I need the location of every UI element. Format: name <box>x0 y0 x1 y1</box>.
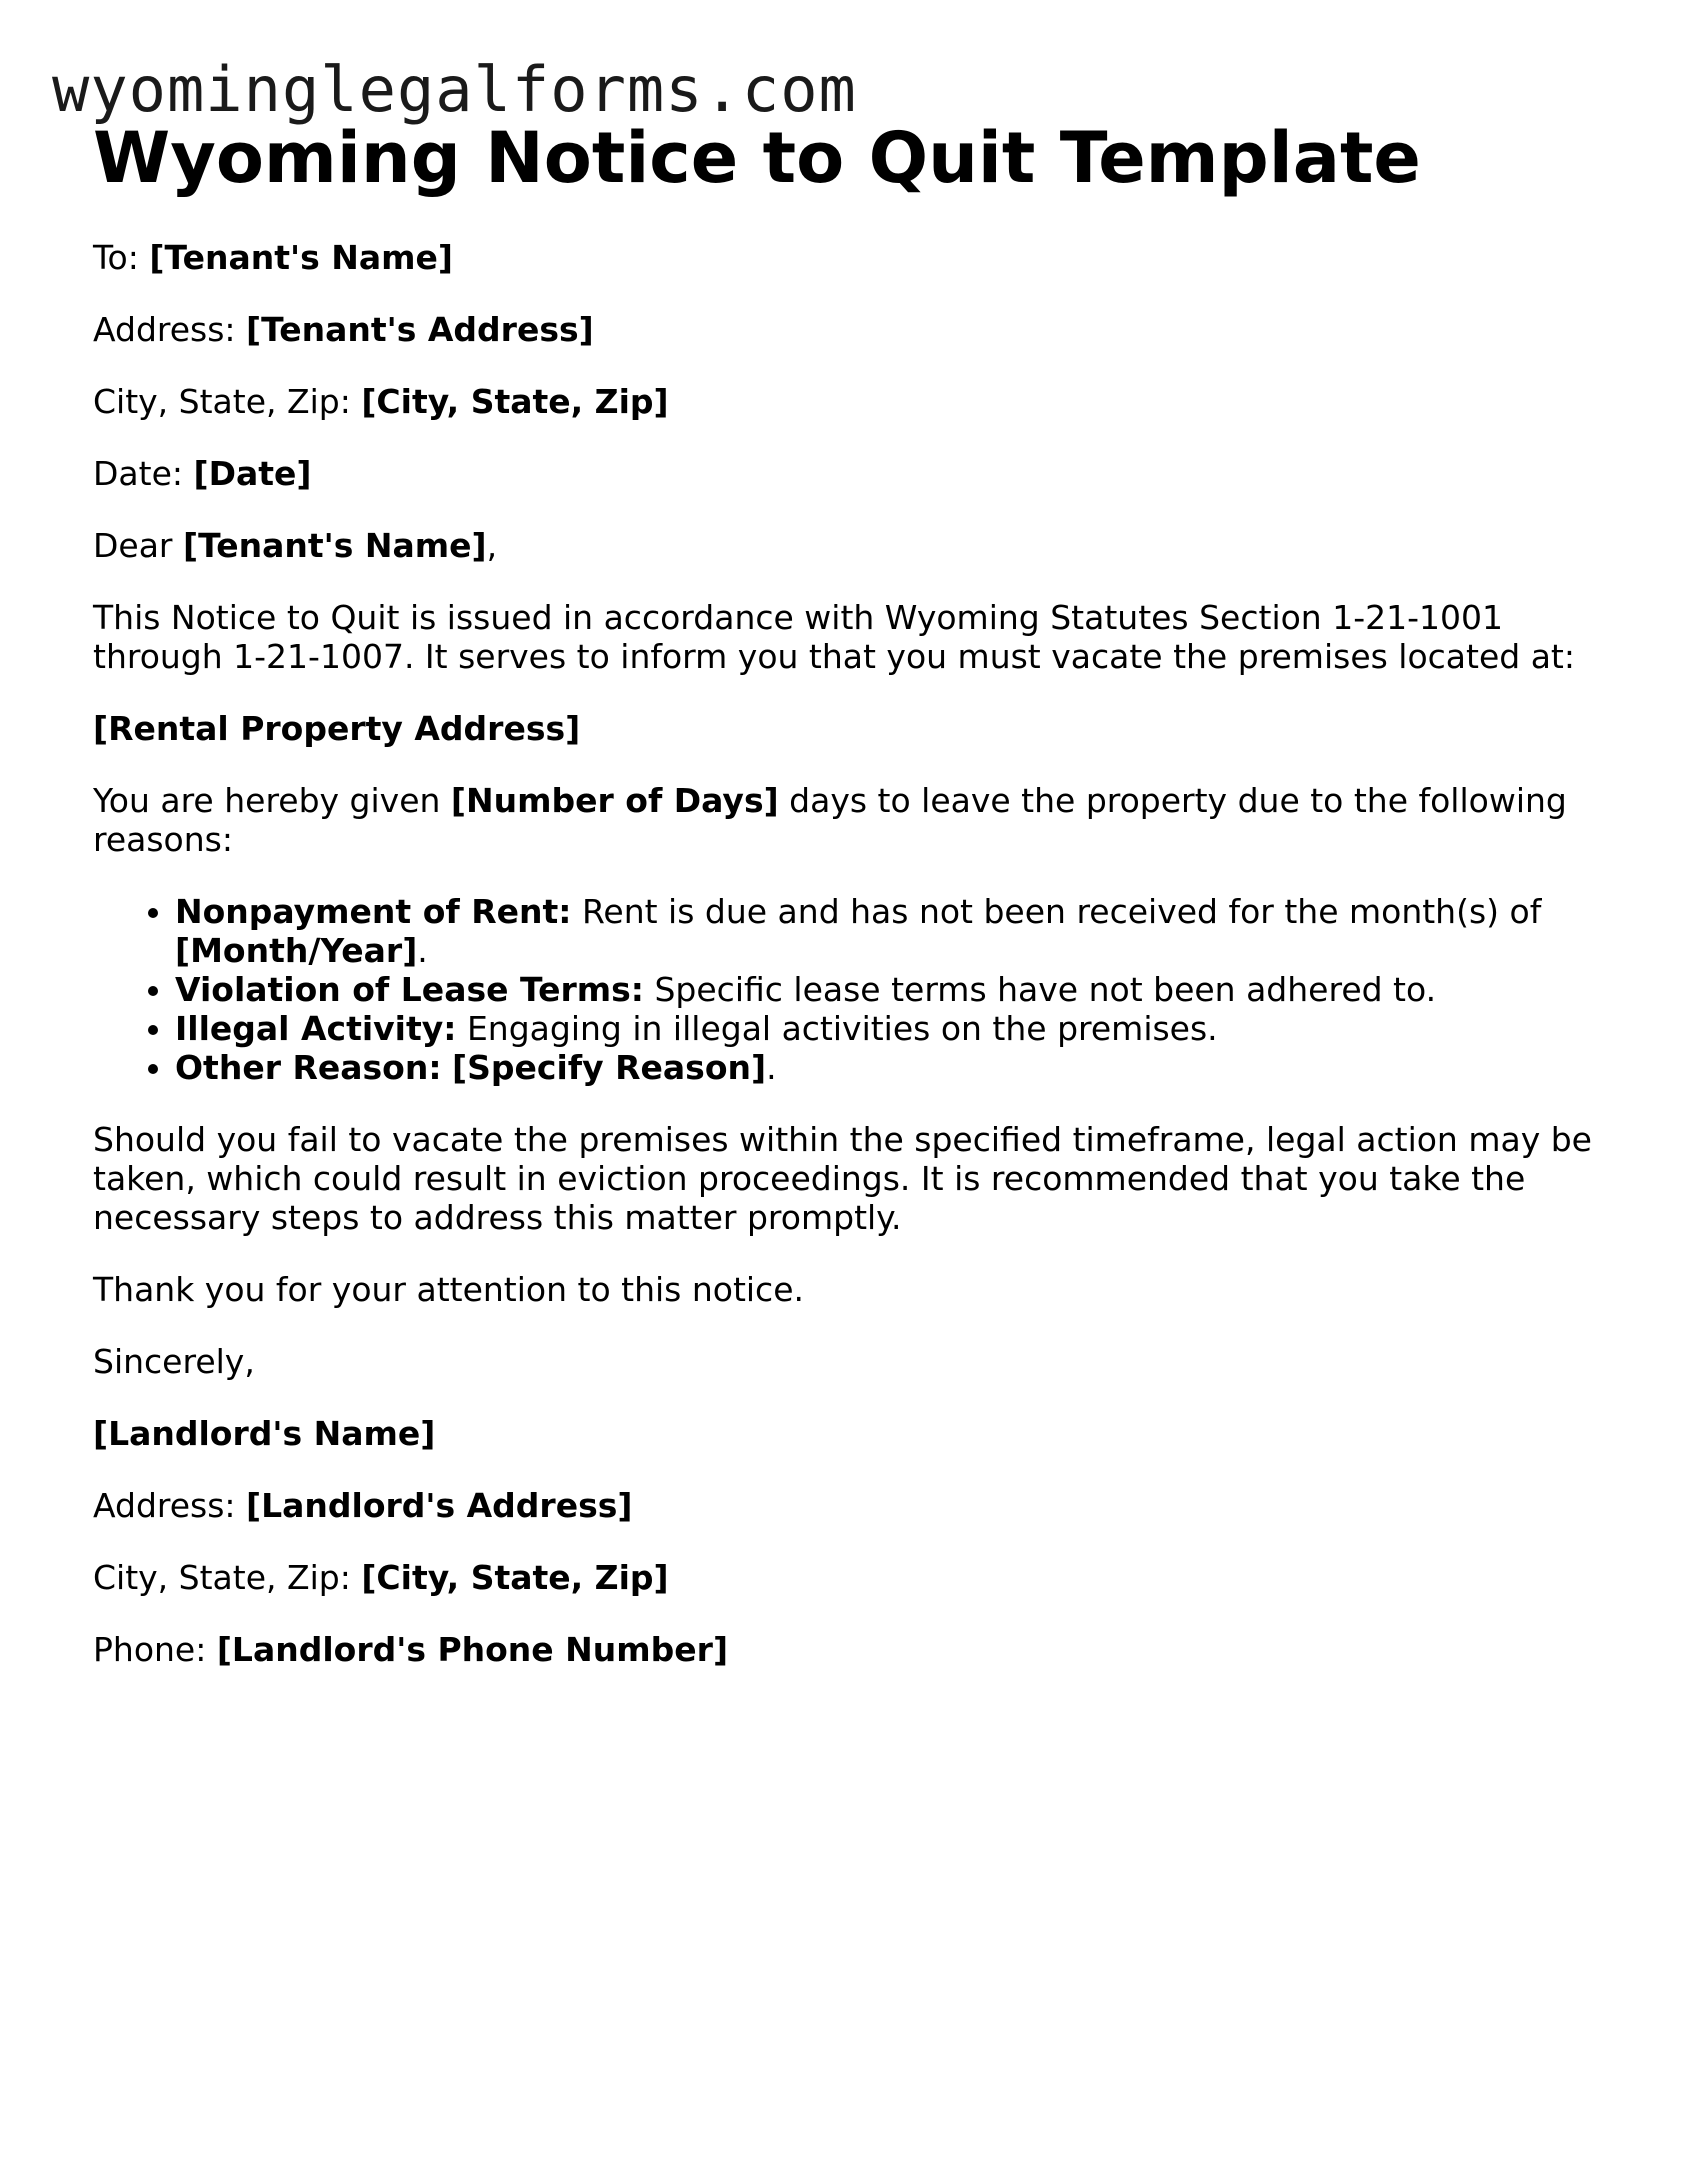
document-title: Wyoming Notice to Quit Template <box>93 117 1421 199</box>
landlord-phone-label: Phone: <box>93 1630 217 1669</box>
landlord-name-line <box>93 1414 1603 1453</box>
date-line <box>93 454 1603 493</box>
reason-label: Nonpayment of Rent: <box>175 892 572 931</box>
tenant-address-label: Address: <box>93 310 247 349</box>
landlord-city-placeholder: [City, State, Zip] <box>361 1558 669 1597</box>
notice-document <box>93 118 1603 1702</box>
property-address <box>93 709 1603 748</box>
date-placeholder: [Date] <box>193 454 312 493</box>
to-label: To: <box>93 238 150 277</box>
intro-paragraph: This Notice to Quit is issued in accordance with Wyoming Statutes Section 1-21-1001 through 1-21-1007. It serves to inform you that you must vacate the premises located at: <box>93 598 1575 676</box>
reason-label: Other Reason: <box>175 1048 442 1087</box>
reason-value: [Specify Reason] <box>452 1048 767 1087</box>
warning-paragraph: Should you fail to vacate the premises within the specified timeframe, legal action may be taken, which could result in eviction proceedings. It is recommended that you take the necessary steps to address this matter promptly. <box>93 1120 1592 1237</box>
days-paragraph <box>93 781 1603 859</box>
reason-end: . <box>417 931 428 970</box>
tenant-city-label: City, State, Zip: <box>93 382 362 421</box>
landlord-city-label: City, State, Zip: <box>93 1558 362 1597</box>
reason-label: Violation of Lease Terms: <box>175 970 644 1009</box>
salutation-suffix: , <box>486 526 498 565</box>
landlord-phone-placeholder: [Landlord's Phone Number] <box>216 1630 729 1669</box>
tenant-name-placeholder: [Tenant's Name] <box>149 238 453 277</box>
reason-label: Illegal Activity: <box>175 1009 457 1048</box>
tenant-city-line <box>93 382 1603 421</box>
thanks-paragraph: Thank you for your attention to this notice. <box>93 1270 804 1309</box>
reason-item <box>175 892 1603 970</box>
tenant-city-placeholder: [City, State, Zip] <box>361 382 669 421</box>
landlord-address-label: Address: <box>93 1486 247 1525</box>
days-suffix: days to leave the property due to the following reasons: <box>93 781 1567 859</box>
salutation <box>93 526 1603 565</box>
closing: Sincerely, <box>93 1342 255 1381</box>
landlord-phone-line <box>93 1630 1603 1669</box>
reason-text <box>442 1048 453 1087</box>
landlord-address-line <box>93 1486 1603 1525</box>
reason-item <box>175 970 1603 1009</box>
site-watermark: wyominglegalforms.com <box>52 53 857 126</box>
tenant-address-placeholder: [Tenant's Address] <box>246 310 594 349</box>
property-address-placeholder: [Rental Property Address] <box>93 709 581 748</box>
reason-item <box>175 1048 1603 1087</box>
reason-end: . <box>766 1048 777 1087</box>
salutation-name: [Tenant's Name] <box>183 526 487 565</box>
reason-text: Engaging in illegal activities on the premises. <box>456 1009 1218 1048</box>
reasons-list <box>93 892 1603 1087</box>
days-placeholder: [Number of Days] <box>450 781 779 820</box>
tenant-address-line <box>93 310 1603 349</box>
reason-text: Specific lease terms have not been adhered to. <box>643 970 1437 1009</box>
landlord-city-line <box>93 1558 1603 1597</box>
to-line <box>93 238 1603 277</box>
days-prefix: You are hereby given <box>93 781 451 820</box>
reason-item <box>175 1009 1603 1048</box>
landlord-name-placeholder: [Landlord's Name] <box>93 1414 436 1453</box>
landlord-address-placeholder: [Landlord's Address] <box>246 1486 633 1525</box>
reason-text: Rent is due and has not been received for the month(s) of <box>571 892 1542 931</box>
date-label: Date: <box>93 454 194 493</box>
salutation-prefix: Dear <box>93 526 183 565</box>
reason-value: [Month/Year] <box>175 931 418 970</box>
